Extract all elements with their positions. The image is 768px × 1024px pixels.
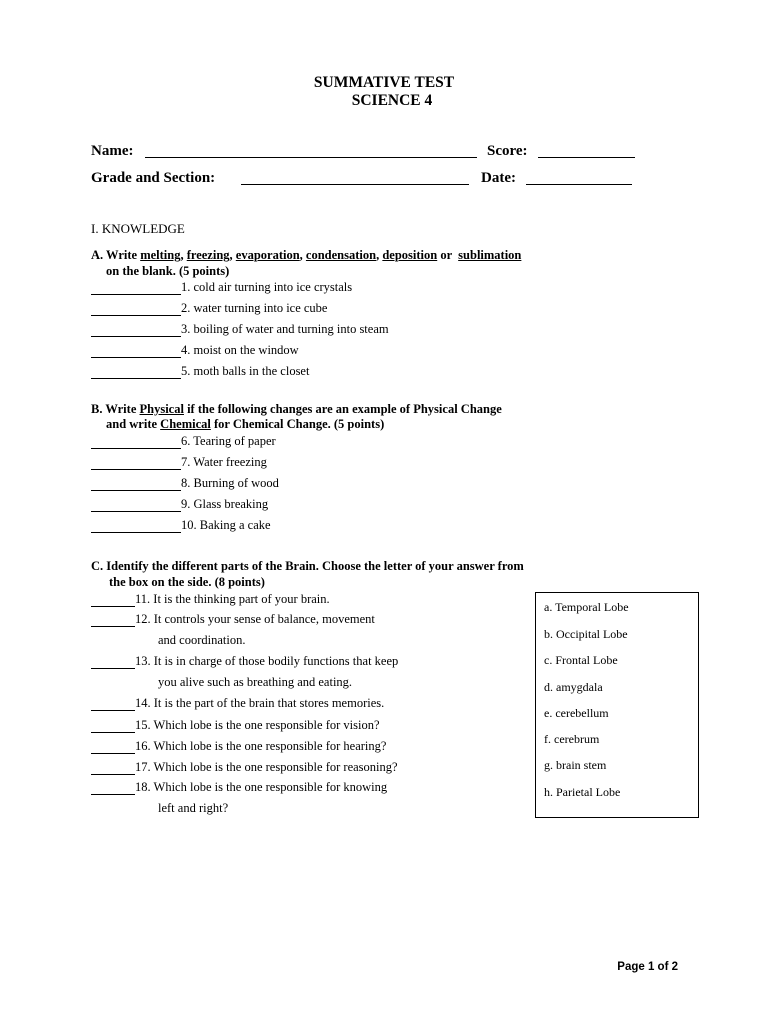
- name-field[interactable]: [145, 145, 477, 158]
- answer-blank[interactable]: [91, 741, 135, 754]
- answer-blank[interactable]: [91, 614, 135, 627]
- test-title: SUMMATIVE TEST: [313, 74, 455, 91]
- answer-blank[interactable]: [91, 656, 135, 669]
- answer-choice: f. cerebrum: [544, 732, 600, 746]
- part-a-instruction: A. Write melting, freezing, evaporation, condensation, deposition or sublimation: [91, 248, 522, 262]
- question-item: 7. Water freezing: [181, 455, 267, 469]
- answer-choice: d. amygdala: [544, 680, 603, 694]
- question-item: 14. It is the part of the brain that stores memories.: [135, 696, 385, 710]
- part-b-instruction-line2: and write Chemical for Chemical Change. (5 points): [106, 417, 385, 431]
- part-c-instruction: C. Identify the different parts of the Brain. Choose the letter of your answer from: [91, 559, 524, 573]
- name-label: Name:: [91, 143, 134, 159]
- date-field[interactable]: [526, 172, 632, 185]
- answer-blank[interactable]: [91, 436, 181, 449]
- question-item: 15. Which lobe is the one responsible for vision?: [135, 718, 380, 732]
- answer-choice: c. Frontal Lobe: [544, 653, 618, 667]
- question-item: 4. moist on the window: [181, 343, 299, 357]
- answer-blank[interactable]: [91, 478, 181, 491]
- answer-blank[interactable]: [91, 594, 135, 607]
- question-item: 17. Which lobe is the one responsible for reasoning?: [135, 760, 398, 774]
- question-item: 8. Burning of wood: [181, 476, 279, 490]
- part-a-instruction-line2: on the blank. (5 points): [106, 264, 230, 278]
- grade-section-label: Grade and Section:: [91, 170, 216, 186]
- answer-choice: e. cerebellum: [544, 706, 609, 720]
- page-number: Page 1 of 2: [617, 961, 678, 973]
- question-item-continued: and coordination.: [158, 633, 246, 647]
- question-item: 6. Tearing of paper: [181, 434, 276, 448]
- answer-blank[interactable]: [91, 366, 181, 379]
- question-item: 18. Which lobe is the one responsible for knowing: [135, 780, 388, 794]
- answer-blank[interactable]: [91, 457, 181, 470]
- question-item: 9. Glass breaking: [181, 497, 269, 511]
- section-knowledge-heading: I. KNOWLEDGE: [91, 221, 185, 236]
- question-item: 2. water turning into ice cube: [181, 301, 328, 315]
- answer-blank[interactable]: [91, 282, 181, 295]
- date-label: Date:: [481, 170, 516, 186]
- answer-blank[interactable]: [91, 698, 135, 711]
- question-item: 1. cold air turning into ice crystals: [181, 280, 353, 294]
- answer-blank[interactable]: [91, 303, 181, 316]
- question-item-continued: you alive such as breathing and eating.: [158, 675, 353, 689]
- answer-choice: b. Occipital Lobe: [544, 627, 628, 641]
- answer-blank[interactable]: [91, 499, 181, 512]
- question-item: 16. Which lobe is the one responsible for hearing?: [135, 739, 387, 753]
- score-field[interactable]: [538, 145, 635, 158]
- answer-blank[interactable]: [91, 520, 181, 533]
- answer-blank[interactable]: [91, 324, 181, 337]
- answer-blank[interactable]: [91, 782, 135, 795]
- question-item-continued: left and right?: [158, 801, 229, 815]
- question-item: 11. It is the thinking part of your brain.: [135, 592, 330, 606]
- score-label: Score:: [487, 143, 528, 159]
- question-item: 13. It is in charge of those bodily functions that keep: [135, 654, 399, 668]
- answer-choice: h. Parietal Lobe: [544, 785, 621, 799]
- subject-title: SCIENCE 4: [351, 92, 433, 109]
- answer-blank[interactable]: [91, 345, 181, 358]
- part-c-instruction-line2: the box on the side. (8 points): [109, 575, 265, 589]
- answer-choice: a. Temporal Lobe: [544, 600, 629, 614]
- part-b-instruction: B. Write Physical if the following changes are an example of Physical Change: [91, 402, 502, 416]
- answer-choice: g. brain stem: [544, 758, 607, 772]
- question-item: 3. boiling of water and turning into steam: [181, 322, 389, 336]
- question-item: 12. It controls your sense of balance, movement: [135, 612, 375, 626]
- answer-blank[interactable]: [91, 720, 135, 733]
- answer-blank[interactable]: [91, 762, 135, 775]
- question-item: 5. moth balls in the closet: [181, 364, 310, 378]
- grade-section-field[interactable]: [241, 172, 469, 185]
- question-item: 10. Baking a cake: [181, 518, 271, 532]
